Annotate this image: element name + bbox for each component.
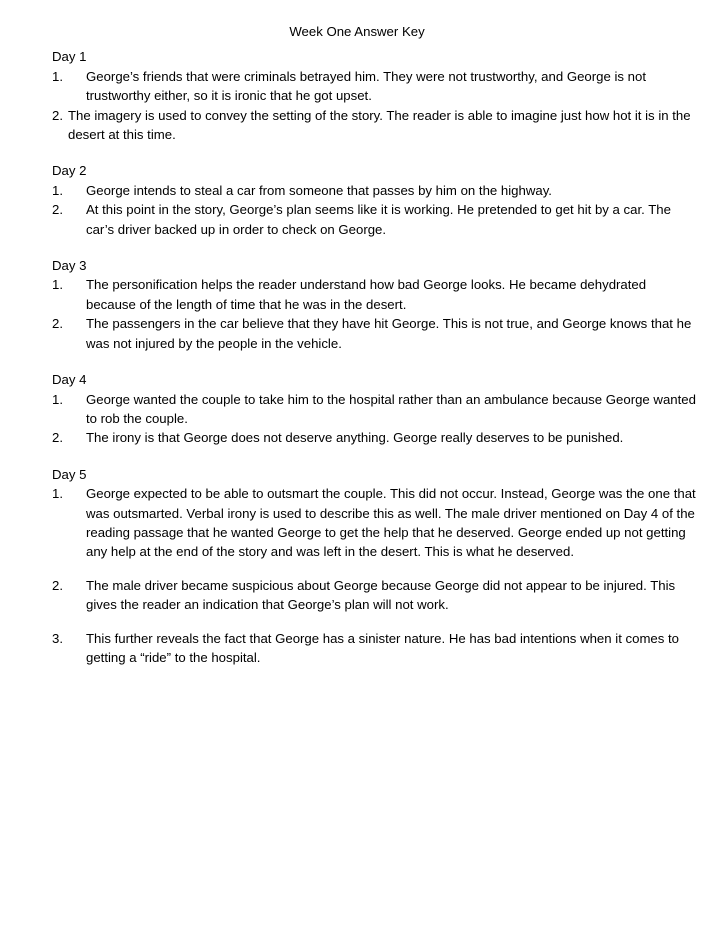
list-item [52,629,696,668]
section-day-1 [52,47,696,144]
section-heading: Day 1 [52,49,87,65]
list-item [52,106,696,145]
section-gap [52,448,696,465]
list-item-text: The personification helps the reader understand how bad George looks. He became dehydrated because of the length of time that he was in the desert. [86,277,647,312]
list-item [52,275,696,314]
section-day-5 [52,465,696,668]
list-item-text: George expected to be able to outsmart the couple. This did not occur. Instead, George was the one that was outsmarted. Verbal irony is used to describe this as well. The male driver mentioned on Day 4 of the reading passage that he wanted George to get the help that he deserved. George ended up not getting any help at the end of the story and was left in the desert. This is what he deserved. [86,486,696,560]
list-item-number: 3. [52,630,63,646]
section-heading: Day 4 [52,372,87,388]
list-item [52,428,696,447]
section-heading: Day 3 [52,258,87,274]
list-item-number: 2. [52,577,63,593]
section-gap [52,239,696,256]
list-item-number: 1. [52,277,63,293]
list-item-text: George wanted the couple to take him to the hospital rather than an ambulance because George wanted to rob the couple. [86,391,696,426]
list-item-text: The irony is that George does not deserve anything. George really deserves to be punished. [86,430,624,446]
list-item-text: The passengers in the car believe that they have hit George. This is not true, and George knows that he was not injured by the people in the vehicle. [86,316,692,351]
list-item-text: The imagery is used to convey the setting of the story. The reader is able to imagine just how hot it is in the desert at this time. [68,107,691,143]
list-item [52,181,696,200]
list-item-text: George’s friends that were criminals betrayed him. They were not trustworthy, and George is not trustworthy either, so it is ironic that he got upset. [86,68,646,104]
section-day-3 [52,256,696,353]
list-item [52,390,696,429]
list-item [52,484,696,562]
list-item-text: At this point in the story, George’s plan seems like it is working. He pretended to get hit by a car. The car’s driver backed up in order to check on George. [86,202,671,237]
section-gap [52,353,696,370]
list-item-number: 2. [52,202,63,218]
list-item-number: 2. [52,107,63,123]
section-gap [52,144,696,161]
section-heading: Day 2 [52,163,87,179]
list-item-number: 1. [52,68,63,84]
list-item-number: 1. [52,391,63,407]
list-item-text: The male driver became suspicious about George because George did not appear to be injured. This gives the reader an indication that George’s plan will not work. [86,577,676,613]
page-title: Week One Answer Key [289,24,425,39]
list-item [52,67,696,106]
section-heading: Day 5 [52,466,87,482]
list-item-number: 1. [52,486,63,502]
item-gap [52,562,696,576]
list-item [52,576,696,615]
list-item-number: 2. [52,316,63,332]
item-gap [52,615,696,629]
section-day-4 [52,370,696,448]
list-item [52,314,696,353]
list-item-number: 2. [52,430,63,446]
list-item-number: 1. [52,182,63,198]
list-item-text: George intends to steal a car from someone that passes by him on the highway. [86,182,552,198]
list-item-text: This further reveals the fact that George has a sinister nature. He has bad intentions when it comes to getting a “ride” to the hospital. [86,630,680,665]
section-day-2 [52,161,696,239]
list-item [52,200,696,239]
